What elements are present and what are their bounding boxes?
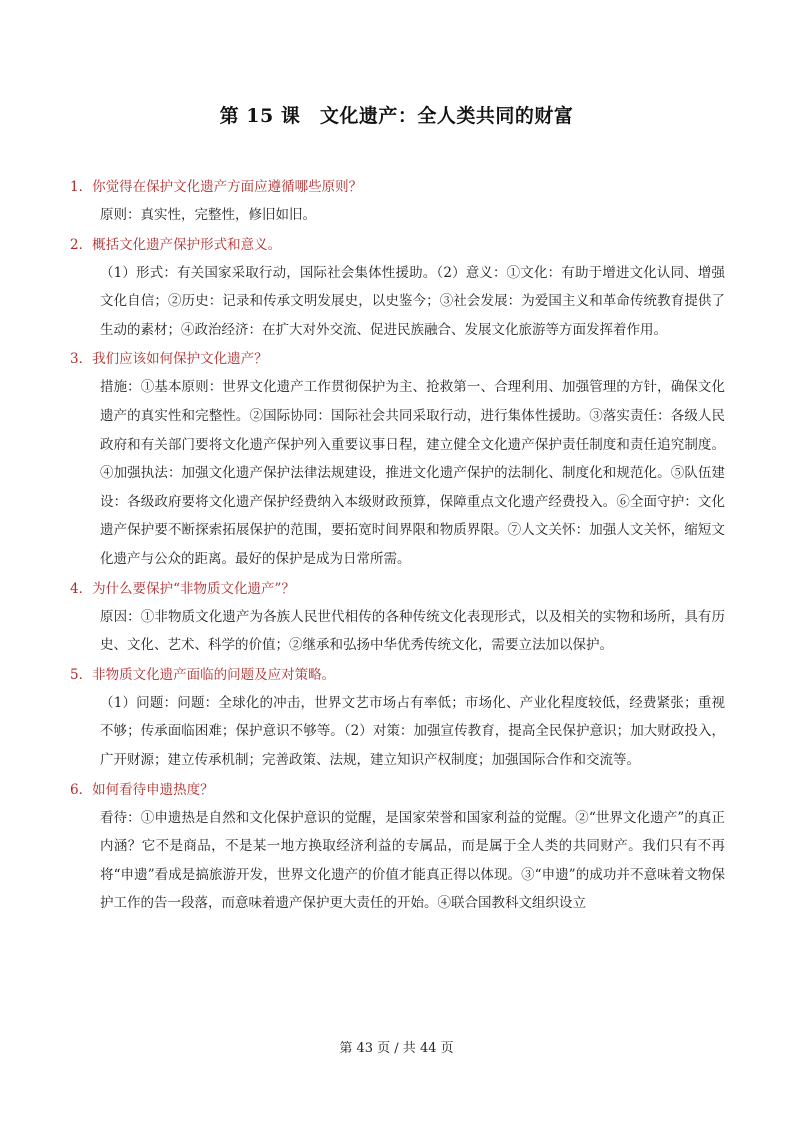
answer-4: 原因：①非物质文化遗产为各族人民世代相传的各种传统文化表现形式，以及相关的实物和场所，具有历史、文化、艺术、科学的价值；②继承和弘扬中华优秀传统文化，需要立法加以保护。: [100, 608, 725, 654]
answer-2: （1）形式：有关国家采取行动，国际社会集体性援助。（2）意义：①文化：有助于增进文化认同、增强文化自信；②历史：记录和传承文明发展史，以史鉴今；③社会发展：为爱国主义和革命传统教育提供了生动的素材；④政治经济：在扩大对外交流、促进民族融合、发展文化旅游等方面发挥着作用。: [100, 264, 725, 338]
question-4: 4．为什么要保护“非物质文化遗产”？: [70, 580, 295, 597]
question-5: 5．非物质文化遗产面临的问题及应对策略。: [70, 666, 336, 683]
qa-content: [70, 174, 725, 920]
question-1: 1．你觉得在保护文化遗产方面应遵循哪些原则？: [70, 179, 363, 195]
answer-6: 看待：①申遗热是自然和文化保护意识的觉醒，是国家荣誉和国家利益的觉醒。②“世界文化遗产”的真正内涵？它不是商品，不是某一地方换取经济利益的专属品，而是属于全人类的共同财产。我们只有不再将“申遗”看成是搞旅游开发，世界文化遗产的价值才能真正得以体现。③“申遗”的成功并不意味着文物保护工作的告一段落，而意味着遗产保护更大责任的开始。④联合国教科文组织设立: [100, 809, 725, 912]
question-6: 6．如何看待申遗热度？: [70, 781, 214, 798]
page-title: 第 15 课 文化遗产：全人类共同的财富: [219, 105, 574, 127]
question-2: 2．概括文化遗产保护形式和意义。: [70, 236, 282, 253]
page-number-footer: 第 43 页 / 共 44 页: [339, 1041, 454, 1056]
answer-5: （1）问题：问题：全球化的冲击，世界文艺市场占有率低；市场化、产业化程度较低，经费紧张；重视不够；传承面临困难；保护意识不够等。（2）对策：加强宣传教育，提高全民保护意识；加大财政投入，广开财源；建立传承机制；完善政策、法规，建立知识产权制度；加强国际合作和交流等。: [100, 694, 725, 768]
answer-3: 措施：①基本原则：世界文化遗产工作贯彻保护为主、抢救第一、合理利用、加强管理的方针，确保文化遗产的真实性和完整性。②国际协同：国际社会共同采取行动，进行集体性援助。③落实责任：各级人民政府和有关部门要将文化遗产保护列入重要议事日程，建立健全文化遗产保护责任制度和责任追究制度。④加强执法：加强文化遗产保护法律法规建设，推进文化遗产保护的法制化、制度化和规范化。⑤队伍建设：各级政府要将文化遗产保护经费纳入本级财政预算，保障重点文化遗产经费投入。⑥全面守护：文化遗产保护要不断探索拓展保护的范围，要拓宽时间界限和物质界限。⑦人文关怀：加强人文关怀，缩短文化遗产与公众的距离。最好的保护是成为日常所需。: [100, 379, 725, 567]
question-3: 3．我们应该如何保护文化遗产？: [70, 351, 268, 368]
answer-1: 原则：真实性，完整性，修旧如旧。: [100, 207, 316, 223]
